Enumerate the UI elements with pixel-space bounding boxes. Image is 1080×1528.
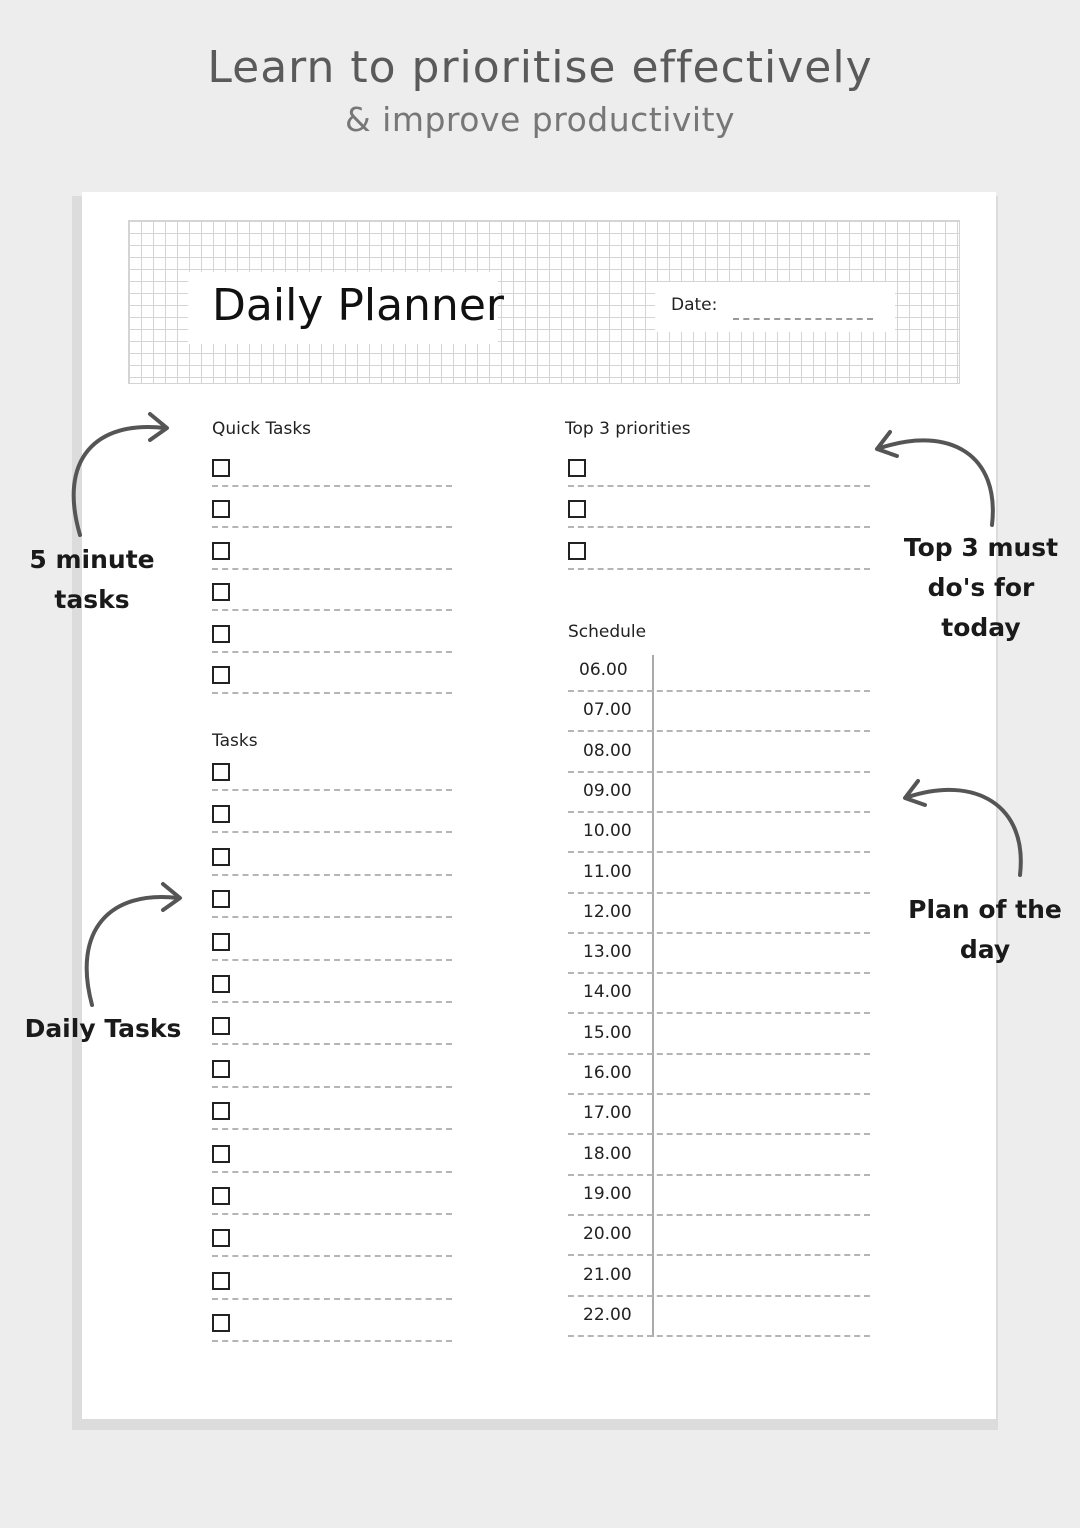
schedule-time: 22.00: [583, 1304, 632, 1325]
subheadline: & improve productivity: [344, 100, 736, 139]
schedule-time: 14.00: [583, 982, 632, 1003]
schedule-label: Schedule: [568, 622, 647, 642]
headline: Learn to prioritise effectively: [207, 42, 873, 93]
callout-line: Top 3 must: [903, 533, 1059, 562]
callout-line: do's for: [927, 573, 1035, 602]
schedule-time: 10.00: [583, 821, 632, 842]
arrow-daily-tasks-icon: [87, 897, 178, 1005]
callout-line: today: [941, 613, 1021, 642]
schedule-time: 19.00: [583, 1183, 632, 1204]
schedule-time: 11.00: [583, 861, 632, 882]
schedule-time: 15.00: [583, 1022, 632, 1043]
tasks-label: Tasks: [212, 731, 258, 751]
quick-tasks-label: Quick Tasks: [212, 419, 312, 439]
callout-line: 5 minute: [29, 545, 155, 574]
schedule-time: 13.00: [583, 942, 632, 963]
priorities-label: Top 3 priorities: [565, 419, 691, 439]
schedule-time: 16.00: [583, 1063, 632, 1083]
schedule-time: 20.00: [583, 1224, 632, 1245]
schedule-time: 17.00: [583, 1103, 632, 1124]
arrow-top3-icon: [880, 440, 993, 525]
schedule-time: 18.00: [583, 1143, 632, 1164]
schedule-time: 12.00: [583, 901, 632, 922]
schedule-time: 09.00: [583, 780, 632, 801]
planner-title: Daily Planner: [212, 280, 504, 331]
callout-line: day: [959, 935, 1011, 964]
date-label: Date:: [671, 295, 718, 315]
arrow-plan-icon: [908, 790, 1021, 875]
arrow-quick-tasks-icon: [74, 427, 165, 535]
callout-line: Daily Tasks: [24, 1014, 182, 1043]
callout-line: Plan of the: [908, 895, 1062, 924]
callout-line: tasks: [54, 585, 130, 614]
schedule-time: 08.00: [583, 740, 632, 761]
schedule-time: 06.00: [579, 660, 628, 680]
schedule-time: 07.00: [583, 700, 632, 721]
schedule-time: 21.00: [583, 1264, 632, 1285]
